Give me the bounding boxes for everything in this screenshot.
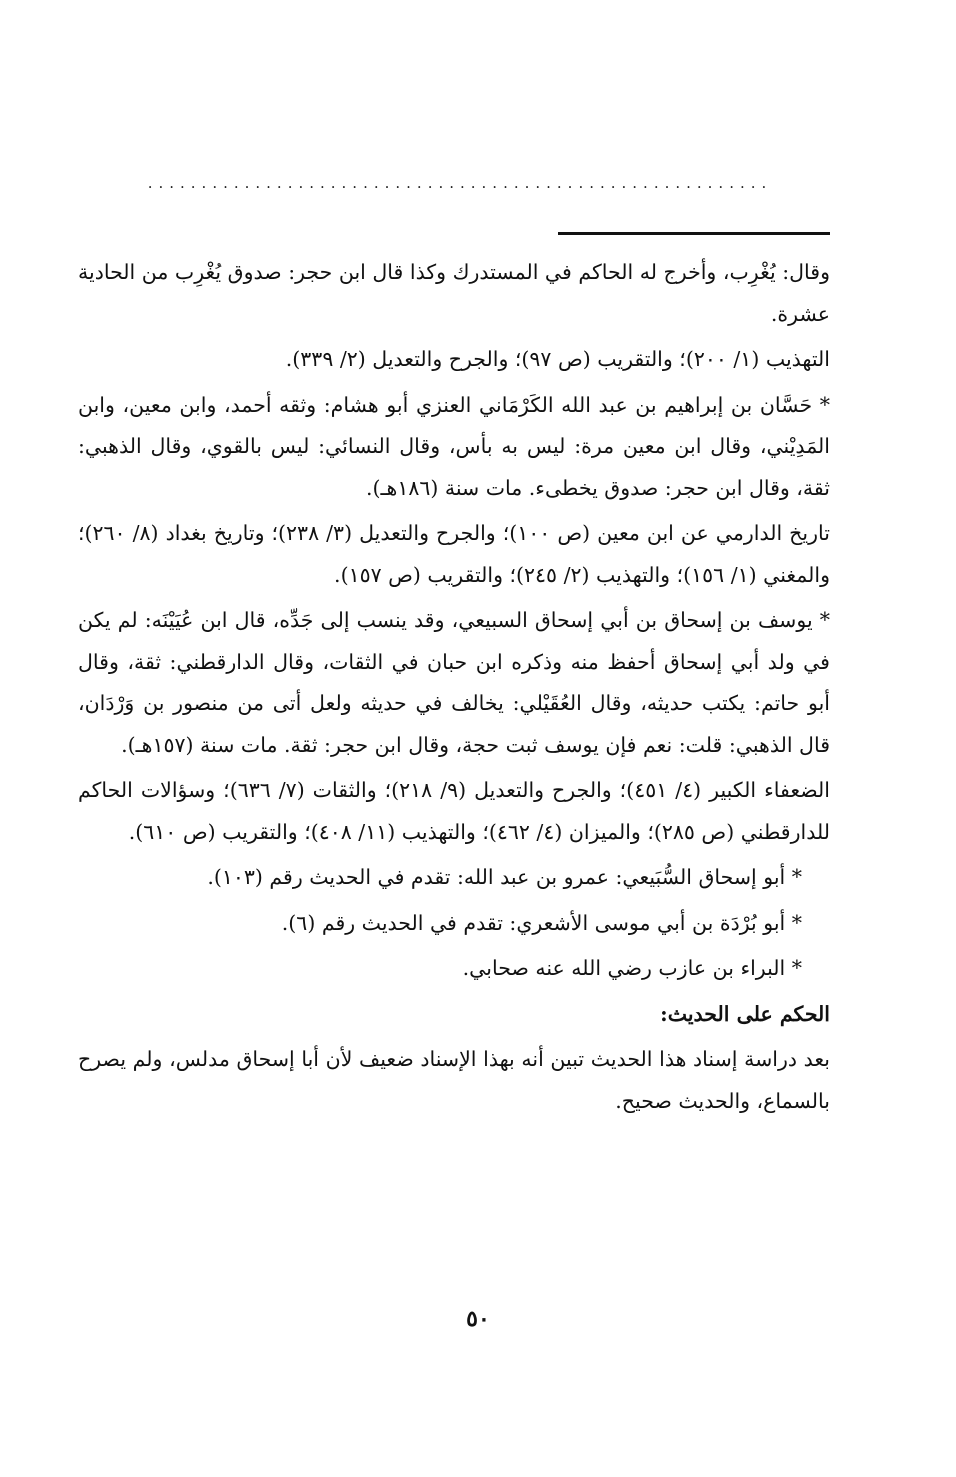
paragraph-yusuf: * يوسف بن إسحاق بن أبي إسحاق السبيعي، وقد ينسب إلى جَدِّه، قال ابن عُيَيْنَه: لم يكن في ولد أبي إسحاق أحفظ منه وذكره ابن حبان في الثقات، وقال الدارقطني: ثقة، وقال أبو حاتم: يكتب حديثه، وقال العُقَيْلي: يخالف في حديثه ولعل أتى من منصور بن وَرْدَان، قال الذهبي: قلت: نعم فإن يوسف ثبت حجة، وقال ابن حجر: ثقة. مات سنة (١٥٧هـ). bbox=[78, 608, 830, 757]
paragraph-bara: * البراء بن عازب رضي الله عنه صحابي. bbox=[462, 956, 802, 980]
section-heading: الحكم على الحديث: bbox=[660, 1001, 830, 1026]
paragraph-abu-burda: * أبو بُرْدَة بن أبي موسى الأشعري: تقدم في الحديث رقم (٦). bbox=[281, 910, 802, 935]
paragraph-gharib: وقال: يُغْرِب، وأخرج له الحاكم في المستدرك وكذا قال ابن حجر: صدوق يُغْرِب من الحادية عشرة. bbox=[78, 260, 830, 326]
page-number: ٥٠ bbox=[466, 1306, 490, 1332]
paragraph-abu-ishaq: * أبو إسحاق السُّبَيعي: عمرو بن عبد الله: تقدم في الحديث رقم (١٠٣). bbox=[207, 865, 802, 889]
dotted-separator: .......................................................... bbox=[147, 174, 773, 192]
paragraph-ruling: بعد دراسة إسناد هذا الحديث تبين أنه بهذا الإسناد ضعيف لأن أبا إسحاق مدلس، ولم يصرح بالسماع، والحديث صحيح. bbox=[78, 1047, 830, 1113]
paragraph-hassan: * حَسَّان بن إبراهيم بن عبد الله الكَرْمَاني العنزي أبو هشام: وثقه أحمد، وابن معين، وابن المَدِيْني، وقال ابن معين مرة: ليس به بأس، وقال النسائي: ليس بالقوي، وقال الذهبي: ثقة، وقال ابن حجر: صدوق يخطىء. مات سنة (١٨٦هـ). bbox=[78, 392, 830, 500]
reference-darimi: تاريخ الدارمي عن ابن معين (ص ١٠٠)؛ والجرح والتعديل (٣/ ٢٣٨)؛ وتاريخ بغداد (٨/ ٢٦٠)؛ والمغني (١/ ١٥٦)؛ والتهذيب (٢/ ٢٤٥)؛ والتقريب (ص ١٥٧). bbox=[78, 521, 830, 587]
page-body bbox=[78, 252, 830, 1122]
footnote-rule bbox=[558, 232, 830, 235]
reference-duafa: الضعفاء الكبير (٤/ ٤٥١)؛ والجرح والتعديل (٩/ ٢١٨)؛ والثقات (٧/ ٦٣٦)؛ وسؤالات الحاكم للدارقطني (ص ٢٨٥)؛ والميزان (٤/ ٤٦٢)؛ والتهذيب (١١/ ٤٠٨)؛ والتقريب (ص ٦١٠). bbox=[78, 778, 830, 844]
reference-tahdhib: التهذيب (١/ ٢٠٠)؛ والتقريب (ص ٩٧)؛ والجرح والتعديل (٢/ ٣٣٩). bbox=[285, 347, 830, 371]
